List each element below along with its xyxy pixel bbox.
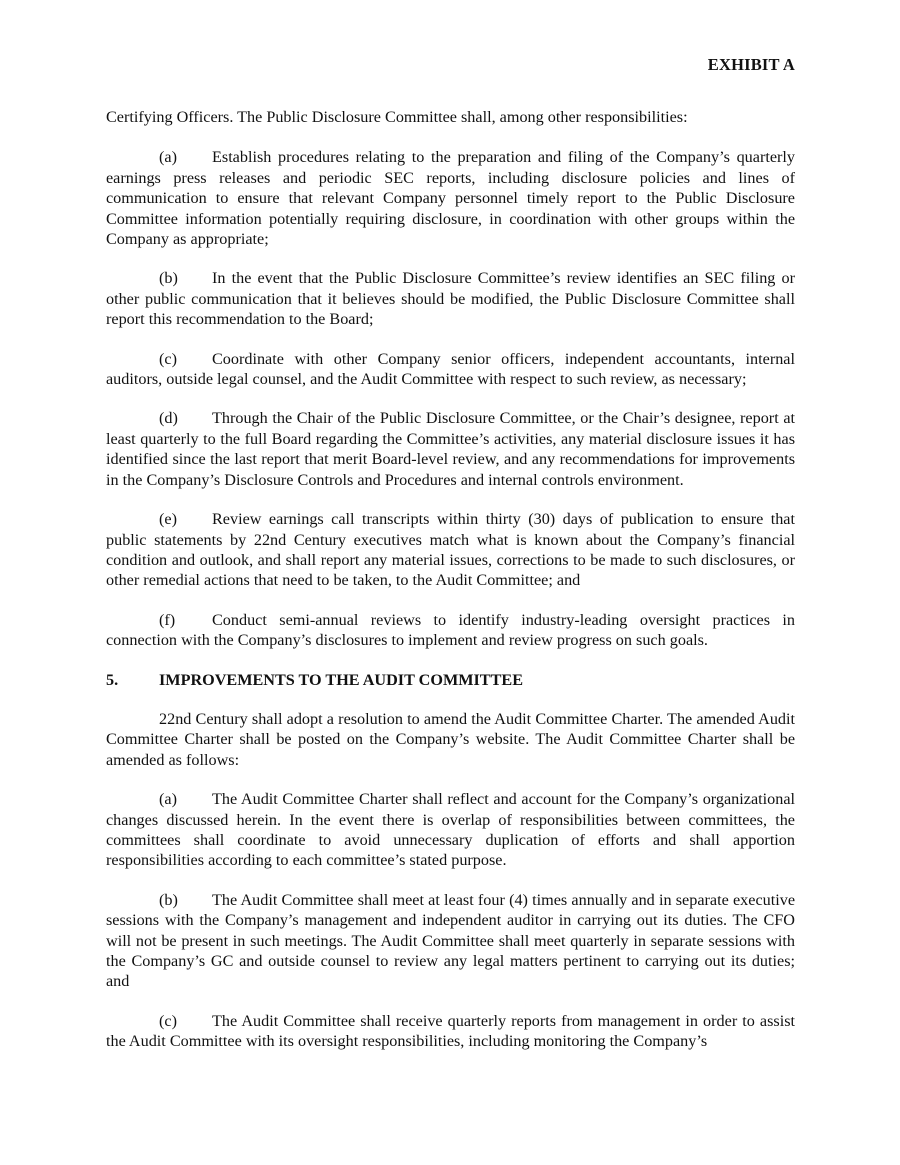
- intro-paragraph: Certifying Officers. The Public Disclosure Committee shall, among other responsibilities:: [106, 108, 688, 126]
- disclosure-item-c: [106, 349, 795, 390]
- item-text: The Audit Committee shall receive quarterly reports from management in order to assist the Audit Committee with its oversight responsibilities, including monitoring the Company’s: [106, 1011, 795, 1051]
- item-text: Coordinate with other Company senior officers, independent accountants, internal auditors, outside legal counsel, and the Audit Committee with respect to such review, as necessary;: [106, 349, 795, 389]
- item-text: Through the Chair of the Public Disclosure Committee, or the Chair’s designee, report at least quarterly to the full Board regarding the Committee’s activities, any material disclosure issues it has identified since the last report that merit Board-level review, and any recommendations for improvements in the Company’s Disclosure Controls and Procedures and internal controls environment.: [106, 409, 795, 489]
- item-label: (a): [159, 148, 177, 167]
- item-label: (d): [159, 409, 178, 428]
- item-label: (f): [159, 610, 176, 629]
- item-text: Establish procedures relating to the preparation and filing of the Company’s quarterly earnings press releases and periodic SEC reports, including disclosure policies and lines of communication to ensure that relevant Company personnel timely report to the Public Disclosure Committee information potentially requiring disclosure, in coordination with other groups within the Company as appropriate;: [106, 148, 795, 249]
- audit-item-a: [106, 789, 795, 871]
- disclosure-item-f: [106, 610, 795, 651]
- section-title: IMPROVEMENTS TO THE AUDIT COMMITTEE: [159, 670, 523, 689]
- item-label: (c): [159, 349, 177, 368]
- document-body: [106, 107, 795, 1071]
- disclosure-item-b: [106, 268, 795, 329]
- item-label: (b): [159, 890, 178, 909]
- item-label: (c): [159, 1011, 177, 1030]
- item-text: Conduct semi-annual reviews to identify industry-leading oversight practices in connection with the Company’s disclosures to implement and review progress on such goals.: [106, 610, 795, 650]
- disclosure-item-a: [106, 147, 795, 249]
- item-label: (a): [159, 790, 177, 809]
- item-text: The Audit Committee Charter shall reflect and account for the Company’s organizational changes discussed herein. In the event there is overlap of responsibilities between committees, the committees shall coordinate to avoid unnecessary duplication of efforts and shall apportion responsibilities according to each committee’s stated purpose.: [106, 790, 795, 870]
- section-intro: 22nd Century shall adopt a resolution to amend the Audit Committee Charter. The amended Audit Committee Charter shall be posted on the Company’s website. The Audit Committee Charter shall be amended as follows:: [106, 709, 795, 769]
- disclosure-item-e: [106, 509, 795, 591]
- audit-item-c: [106, 1011, 795, 1052]
- section-heading: [106, 670, 795, 690]
- item-label: (e): [159, 510, 177, 529]
- exhibit-label: EXHIBIT A: [707, 55, 795, 74]
- disclosure-item-d: [106, 408, 795, 490]
- audit-item-b: [106, 890, 795, 992]
- item-text: In the event that the Public Disclosure Committee’s review identifies an SEC filing or other public communication that it believes should be modified, the Public Disclosure Committee shall report this recommendation to the Board;: [106, 269, 795, 329]
- item-text: The Audit Committee shall meet at least four (4) times annually and in separate executive sessions with the Company’s management and independent auditor in carrying out its duties. The CFO will not be present in such meetings. The Audit Committee shall meet quarterly in separate sessions with the Company’s GC and outside counsel to review any legal matters pertinent to carrying out its duties; and: [106, 890, 795, 991]
- item-label: (b): [159, 269, 178, 288]
- section-number: 5.: [106, 670, 119, 689]
- item-text: Review earnings call transcripts within thirty (30) days of publication to ensure that public statements by 22nd Century executives match what is known about the Company’s financial condition and outlook, and shall report any material issues, corrections to be made to such disclosures, or other remedial actions that need to be taken, to the Audit Committee; and: [106, 510, 795, 590]
